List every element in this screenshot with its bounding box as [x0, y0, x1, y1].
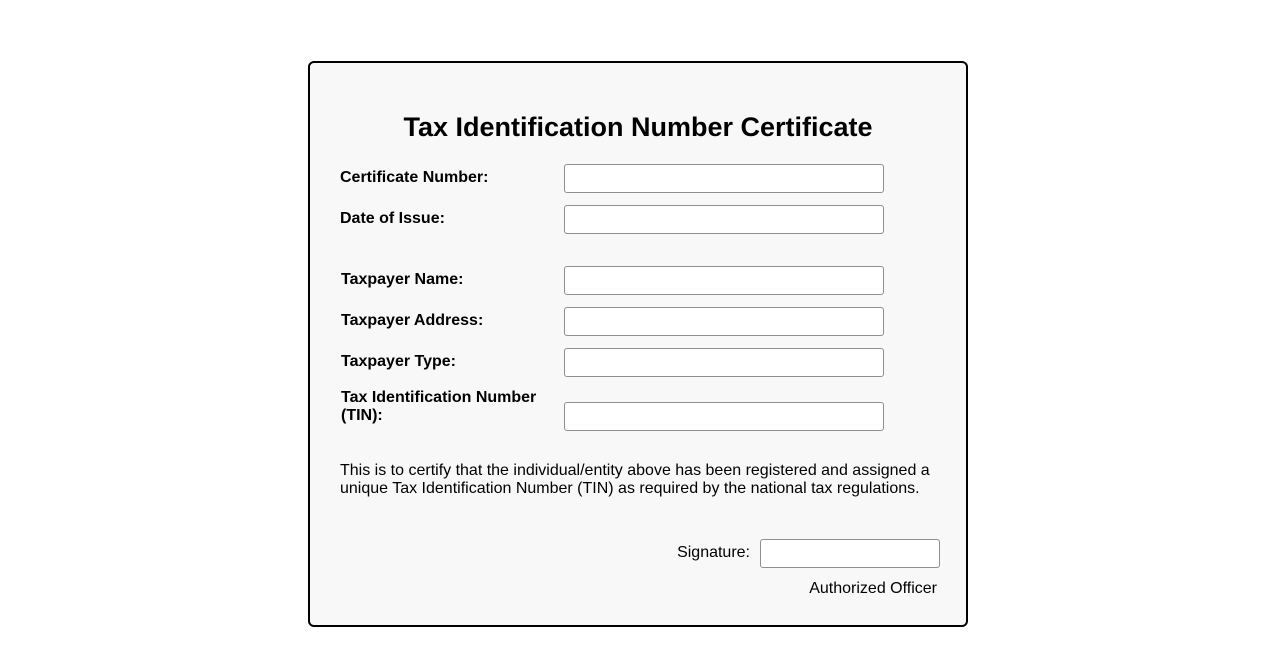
taxpayer-type-input[interactable] — [564, 348, 884, 377]
signature-input[interactable] — [760, 539, 940, 568]
certificate-number-input[interactable] — [564, 164, 884, 193]
taxpayer-name-label: Taxpayer Name: — [341, 271, 464, 288]
certification-statement: This is to certify that the individual/entity above has been registered and assigned a unique Tax Identification Number (TIN) as required by the national tax regulations. — [340, 462, 930, 497]
taxpayer-address-label: Taxpayer Address: — [341, 312, 484, 329]
signature-label: Signature: — [677, 544, 750, 561]
taxpayer-address-input[interactable] — [564, 307, 884, 336]
certificate-card — [308, 61, 968, 627]
tin-label: Tax Identification Number (TIN): — [341, 389, 537, 424]
certificate-number-label: Certificate Number: — [340, 169, 489, 186]
authorized-officer-caption: Authorized Officer — [809, 580, 937, 597]
taxpayer-name-input[interactable] — [564, 266, 884, 295]
certificate-title: Tax Identification Number Certificate — [403, 112, 873, 142]
date-of-issue-label: Date of Issue: — [340, 210, 445, 227]
date-of-issue-input[interactable] — [564, 205, 884, 234]
taxpayer-type-label: Taxpayer Type: — [341, 353, 457, 370]
tin-input[interactable] — [564, 402, 884, 431]
